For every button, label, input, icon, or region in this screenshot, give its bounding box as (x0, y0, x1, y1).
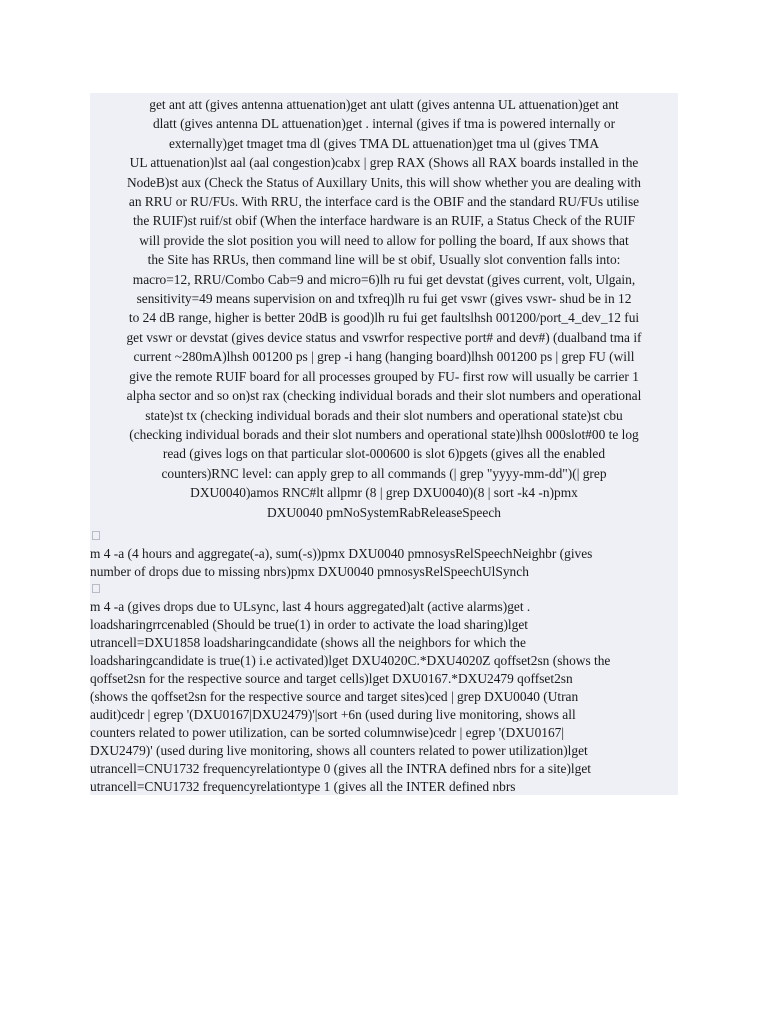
text-line: utrancell=DXU1858 loadsharingcandidate (shows all the neighbors for which the (90, 635, 526, 650)
text-line: read (gives logs on that particular slot-000600 is slot 6)pgets (gives all the enabled (162, 446, 606, 462)
text-line: give the remote RUIF board for all processes grouped by FU- first row will usually be carrier 1 (129, 368, 639, 384)
text-line: externally)get tmaget tma dl (gives TMA DL attuenation)get tma ul (gives TMA (168, 135, 599, 151)
text-line: number of drops due to missing nbrs)pmx DXU0040 pmnosysRelSpeechUlSynch (90, 564, 529, 579)
text-line: loadsharingrrcenabled (Should be true(1) in order to activate the load sharing)lget (90, 617, 529, 632)
text-line: counters related to power utilization, can be sorted columnwise)cedr | egrep '(DXU0167| (90, 725, 565, 740)
text-line: audit)cedr | egrep '(DXU0167|DXU2479)'|sort +6n (used during live monitoring, shows all (90, 707, 576, 722)
text-line: utrancell=CNU1732 frequencyrelationtype 0 (gives all the INTRA defined nbrs for a site)lget (90, 761, 591, 776)
text-line: dlatt (gives antenna DL attuenation)get . internal (gives if tma is powered internally or (152, 116, 616, 132)
text-line: alpha sector and so on)st rax (checking individual borads and their slot numbers and operational (126, 388, 642, 404)
text-line: qoffset2sn for the respective source and target cells)lget DXU0167.*DXU2479 qoffset2sn (90, 671, 573, 686)
text-line: (shows the qoffset2sn for the respective source and target sites)ced | grep DXU0040 (Utran (90, 689, 579, 704)
document-text-block (90, 93, 678, 795)
text-line: m 4 -a (gives drops due to ULsync, last 4 hours aggregated)alt (active alarms)get . (90, 599, 531, 614)
paragraph-2 (90, 598, 678, 796)
text-line: an RRU or RU/FUs. With RRU, the interface card is the OBIF and the standard RU/FUs utilise (128, 194, 640, 210)
text-line: sensitivity=49 means supervision on and txfreq)lh ru fui get vswr (gives vswr- shud be in 12 (136, 291, 632, 307)
missing-glyph-box-icon (92, 531, 100, 540)
text-line: UL attuenation)lst aal (aal congestion)cabx | grep RAX (Shows all RAX boards installed in the (129, 155, 639, 171)
missing-glyph-box-icon (92, 584, 100, 593)
text-line: DXU0040 pmNoSystemRabReleaseSpeech (267, 504, 501, 520)
text-line: get ant att (gives antenna attuenation)get ant ulatt (gives antenna UL attuenation)get ant (149, 97, 619, 112)
centered-paragraph (90, 95, 678, 522)
text-line: DXU0040)amos RNC#lt allpmr (8 | grep DXU0040)(8 | sort -k4 -n)pmx (190, 485, 578, 501)
text-line: DXU2479)' (used during live monitoring, shows all counters related to power utilization)lget (90, 743, 588, 758)
text-line: get vswr or devstat (gives device status and vswrfor respective port# and dev#) (dualband tma if (126, 329, 642, 345)
paragraph-1 (90, 545, 678, 581)
text-line: the RUIF)st ruif/st obif (When the interface hardware is an RUIF, a Status Check of the RUIF (132, 213, 636, 229)
text-line: state)st tx (checking individual borads and their slot numbers and operational state)st cbu (145, 407, 623, 423)
text-line: (checking individual borads and their slot numbers and operational state)lhsh 000slot#00 te log (129, 426, 639, 442)
text-line: loadsharingcandidate is true(1) i.e activated)lget DXU4020C.*DXU4020Z qoffset2sn (shows the (90, 653, 611, 668)
text-line: utrancell=CNU1732 frequencyrelationtype 1 (gives all the INTER defined nbrs (90, 779, 516, 794)
text-line: the Site has RRUs, then command line will be st obif, Usually slot convention falls into: (147, 252, 621, 268)
text-line: macro=12, RRU/Combo Cab=9 and micro=6)lh ru fui get devstat (gives current, volt, Ulgain, (132, 271, 636, 287)
text-line: will provide the slot position you will need to allow for polling the board, If aux shows that (139, 232, 629, 248)
text-line: NodeB)st aux (Check the Status of Auxillary Units, this will show whether you are dealing with (127, 174, 641, 190)
text-line: counters)RNC level: can apply grep to all commands (| grep "yyyy-mm-dd")(| grep (161, 465, 607, 481)
text-line: to 24 dB range, higher is better 20dB is good)lh ru fui get faultslhsh 001200/port_4_dev_12 fui (128, 310, 640, 326)
text-line: m 4 -a (4 hours and aggregate(-a), sum(-s))pmx DXU0040 pmnosysRelSpeechNeighbr (gives (90, 546, 593, 561)
text-line: current ~280mA)lhsh 001200 ps | grep -i hang (hanging board)lhsh 001200 ps | grep FU (will (133, 349, 635, 365)
